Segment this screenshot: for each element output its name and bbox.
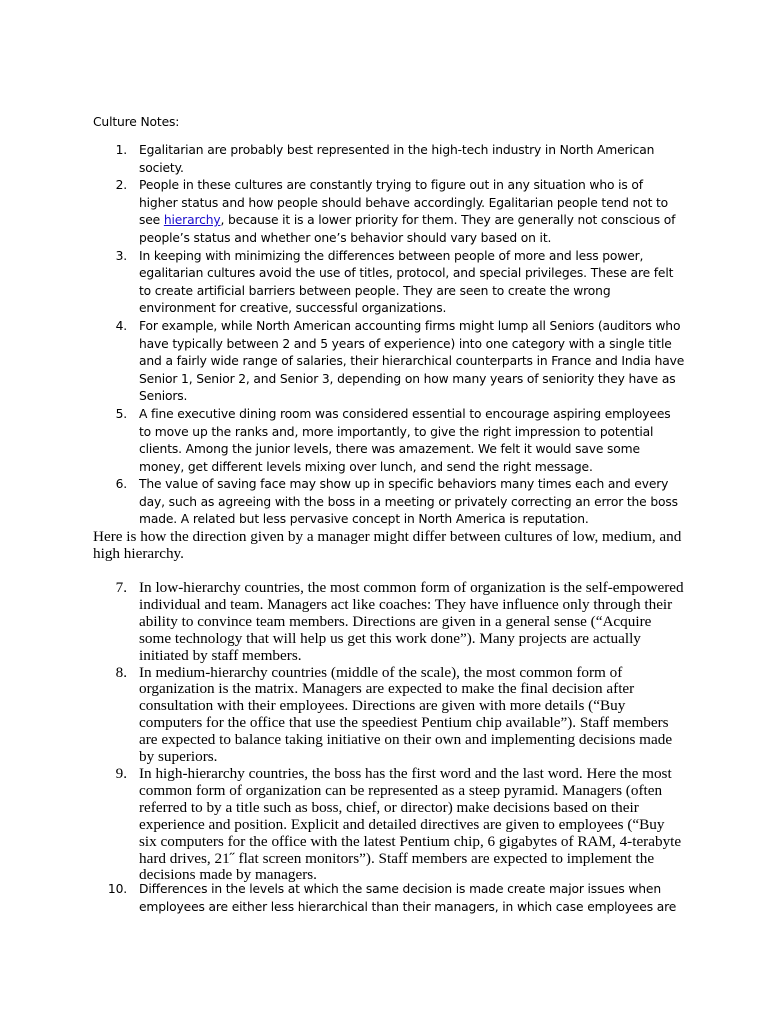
list-item	[93, 766, 685, 884]
list-item-text: In high-hierarchy countries, the boss has the first word and the last word. Here the most common form of organization can be represented as a steep pyramid. Managers (often referred to by a title such as boss, chief, or director) make decisions based on their experience and position. Explicit and detailed directives are given to employees (“Buy six computers for the office with the latest Pentium chip, 6 gigabytes of RAM, 4-terabyte hard drives, 21˝ flat screen monitors”). Staff members are expected to implement the decisions made by managers.	[139, 764, 682, 884]
hierarchy-link[interactable]: hierarchy	[163, 213, 221, 228]
list-number: 6.	[115, 477, 127, 492]
list-number: 10.	[107, 882, 127, 896]
list-item-text: In keeping with minimizing the differences between people of more and less power, egalitarian cultures avoid the use of titles, protocol, and special privileges. These are felt to create artificial barriers between people. They are seen to create the wrong environment for creative, successful organizations.	[139, 248, 674, 316]
list-number: 3.	[115, 248, 127, 263]
list-number: 2.	[115, 178, 127, 193]
list-number: 1.	[115, 143, 127, 157]
list-item-text: For example, while North American accounting firms might lump all Seniors (auditors who have typically between 2 and 5 years of experience) into one category with a single title and a fairly wide range of salaries, their hierarchical counterparts in France and India have Senior 1, Senior 2, and Senior 3, depending on how many years of seniority they have as Seniors.	[139, 318, 685, 404]
list-item	[93, 248, 685, 318]
list-item	[93, 881, 685, 916]
list-item	[93, 406, 685, 476]
list-item-text	[139, 178, 675, 245]
list-item-text: The value of saving face may show up in specific behaviors many times each and every day, such as agreeing with the boss in a meeting or privately correcting an error the boss made. A related but less pervasive concept in North America is reputation.	[139, 477, 678, 527]
list-item	[93, 665, 685, 766]
list-number: 5.	[115, 406, 127, 421]
page-title: Culture Notes:	[93, 115, 180, 129]
list-item	[93, 177, 685, 247]
list-number: 7.	[115, 579, 127, 596]
hierarchy-direction-list	[93, 580, 685, 884]
list-item	[93, 142, 685, 177]
decision-levels-list	[93, 881, 685, 916]
list-item-text: In medium-hierarchy countries (middle of the scale), the most common form of organization is the matrix. Managers are expected to make the final decision after consultation with their employees. Directions are given with more details (“Buy computers for the office that use the speediest Pentium chip available”). Staff members are expected to balance taking initiative on their own and implementing decisions made by superiors.	[139, 663, 673, 766]
intro-paragraph: Here is how the direction given by a manager might differ between cultures of low, medium, and high hierarchy.	[93, 528, 682, 562]
list-item	[93, 318, 685, 406]
text-after-link: , because it is a lower priority for them. They are generally not conscious of people’s status and whether one’s behavior should vary based on it.	[139, 213, 676, 245]
list-item-text: Differences in the levels at which the same decision is made create major issues when employees are either less hierarchical than their managers, in which case employees are	[139, 882, 677, 914]
list-number: 9.	[115, 764, 127, 782]
list-item-text: A fine executive dining room was considered essential to encourage aspiring employees to move up the ranks and, more importantly, to give the right impression to potential clients. Among the junior levels, there was amazement. We felt it would save some money, get different levels mixing over lunch, and send the right message.	[139, 406, 671, 474]
list-item-text: In low-hierarchy countries, the most common form of organization is the self-empowered individual and team. Managers act like coaches: They have influence only through their ability to convince team members. Directions are given in a general sense (“Acquire some technology that will help us get this work done”). Many projects are actually initiated by staff members.	[139, 579, 684, 664]
list-item	[93, 580, 685, 665]
culture-notes-list	[93, 142, 685, 529]
text-before-link: People in these cultures are constantly trying to figure out in any situation who is of higher status and how people should behave accordingly. Egalitarian people tend not to see	[139, 178, 669, 228]
list-number: 4.	[115, 318, 127, 333]
list-item	[93, 476, 685, 529]
list-item-text: Egalitarian are probably best represented in the high-tech industry in North American society.	[139, 143, 655, 175]
list-number: 8.	[115, 663, 127, 681]
